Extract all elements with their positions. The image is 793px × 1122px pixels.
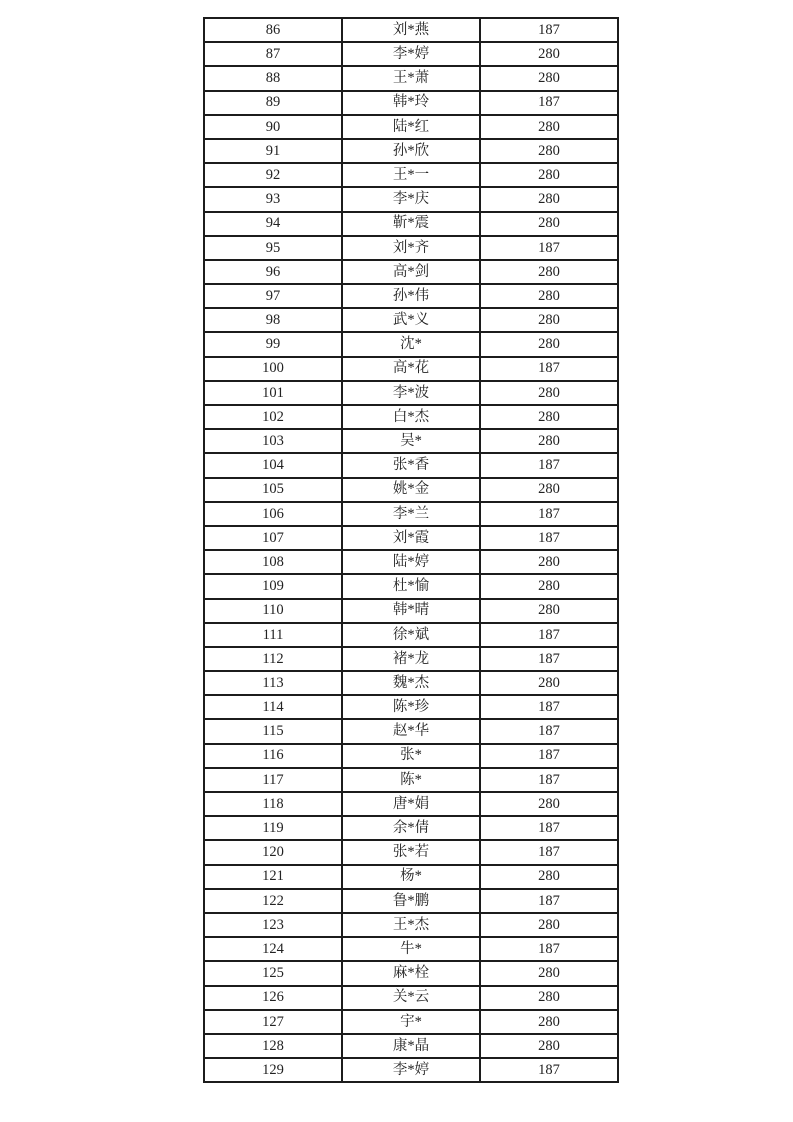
value-cell: 187 <box>480 768 618 792</box>
name-cell: 张* <box>342 744 480 768</box>
table-body <box>204 18 618 1082</box>
table-row <box>204 599 618 623</box>
value-cell: 187 <box>480 647 618 671</box>
value-cell: 187 <box>480 889 618 913</box>
row-number-cell: 87 <box>204 42 342 66</box>
name-cell: 武*义 <box>342 308 480 332</box>
name-cell: 李*庆 <box>342 187 480 211</box>
name-cell: 孙*伟 <box>342 284 480 308</box>
row-number-cell: 100 <box>204 357 342 381</box>
table-row <box>204 502 618 526</box>
row-number-cell: 120 <box>204 840 342 864</box>
row-number-cell: 112 <box>204 647 342 671</box>
table-row <box>204 139 618 163</box>
value-cell: 187 <box>480 18 618 42</box>
name-cell: 牛* <box>342 937 480 961</box>
row-number-cell: 91 <box>204 139 342 163</box>
table-row <box>204 526 618 550</box>
name-cell: 高*剑 <box>342 260 480 284</box>
row-number-cell: 92 <box>204 163 342 187</box>
row-number-cell: 107 <box>204 526 342 550</box>
value-cell: 187 <box>480 719 618 743</box>
row-number-cell: 127 <box>204 1010 342 1034</box>
table-row <box>204 937 618 961</box>
value-cell: 280 <box>480 550 618 574</box>
value-cell: 280 <box>480 429 618 453</box>
table-row <box>204 623 618 647</box>
name-cell: 吴* <box>342 429 480 453</box>
value-cell: 280 <box>480 961 618 985</box>
row-number-cell: 109 <box>204 574 342 598</box>
value-cell: 280 <box>480 1034 618 1058</box>
name-cell: 陈* <box>342 768 480 792</box>
name-cell: 关*云 <box>342 986 480 1010</box>
row-number-cell: 118 <box>204 792 342 816</box>
value-cell: 280 <box>480 986 618 1010</box>
row-number-cell: 121 <box>204 865 342 889</box>
row-number-cell: 89 <box>204 91 342 115</box>
table-row <box>204 405 618 429</box>
name-cell: 麻*栓 <box>342 961 480 985</box>
row-number-cell: 125 <box>204 961 342 985</box>
value-cell: 280 <box>480 139 618 163</box>
row-number-cell: 96 <box>204 260 342 284</box>
value-cell: 280 <box>480 260 618 284</box>
table-row <box>204 284 618 308</box>
table-row <box>204 163 618 187</box>
value-cell: 187 <box>480 357 618 381</box>
name-cell: 杜*愉 <box>342 574 480 598</box>
row-number-cell: 124 <box>204 937 342 961</box>
row-number-cell: 117 <box>204 768 342 792</box>
table-row <box>204 816 618 840</box>
row-number-cell: 110 <box>204 599 342 623</box>
name-cell: 韩*晴 <box>342 599 480 623</box>
value-cell: 187 <box>480 840 618 864</box>
name-cell: 张*若 <box>342 840 480 864</box>
table-row <box>204 744 618 768</box>
row-number-cell: 123 <box>204 913 342 937</box>
table-row <box>204 1034 618 1058</box>
name-cell: 杨* <box>342 865 480 889</box>
value-cell: 280 <box>480 792 618 816</box>
value-cell: 280 <box>480 1010 618 1034</box>
name-cell: 陆*婷 <box>342 550 480 574</box>
table-row <box>204 768 618 792</box>
row-number-cell: 129 <box>204 1058 342 1082</box>
table-row <box>204 42 618 66</box>
row-number-cell: 106 <box>204 502 342 526</box>
table-row <box>204 91 618 115</box>
name-cell: 韩*玲 <box>342 91 480 115</box>
row-number-cell: 126 <box>204 986 342 1010</box>
value-cell: 280 <box>480 308 618 332</box>
table-row <box>204 332 618 356</box>
name-cell: 陆*红 <box>342 115 480 139</box>
table-row <box>204 695 618 719</box>
table-row <box>204 550 618 574</box>
name-cell: 李*兰 <box>342 502 480 526</box>
table-row <box>204 429 618 453</box>
row-number-cell: 98 <box>204 308 342 332</box>
name-cell: 李*婷 <box>342 1058 480 1082</box>
name-cell: 王*一 <box>342 163 480 187</box>
name-cell: 宇* <box>342 1010 480 1034</box>
row-number-cell: 102 <box>204 405 342 429</box>
table-row <box>204 792 618 816</box>
name-cell: 刘*齐 <box>342 236 480 260</box>
name-cell: 白*杰 <box>342 405 480 429</box>
row-number-cell: 116 <box>204 744 342 768</box>
name-cell: 孙*欣 <box>342 139 480 163</box>
table-row <box>204 865 618 889</box>
name-cell: 唐*娟 <box>342 792 480 816</box>
value-cell: 187 <box>480 623 618 647</box>
table-row <box>204 719 618 743</box>
row-number-cell: 88 <box>204 66 342 90</box>
row-number-cell: 128 <box>204 1034 342 1058</box>
value-cell: 187 <box>480 526 618 550</box>
table-row <box>204 115 618 139</box>
row-number-cell: 105 <box>204 478 342 502</box>
value-cell: 280 <box>480 599 618 623</box>
value-cell: 187 <box>480 236 618 260</box>
row-number-cell: 86 <box>204 18 342 42</box>
table-row <box>204 840 618 864</box>
name-cell: 李*婷 <box>342 42 480 66</box>
name-cell: 王*萧 <box>342 66 480 90</box>
name-cell: 姚*金 <box>342 478 480 502</box>
value-cell: 280 <box>480 163 618 187</box>
table-row <box>204 66 618 90</box>
value-cell: 280 <box>480 865 618 889</box>
name-cell: 陈*珍 <box>342 695 480 719</box>
table-row <box>204 453 618 477</box>
value-cell: 280 <box>480 478 618 502</box>
value-cell: 187 <box>480 453 618 477</box>
table-row <box>204 1058 618 1082</box>
row-number-cell: 99 <box>204 332 342 356</box>
value-cell: 187 <box>480 744 618 768</box>
row-number-cell: 95 <box>204 236 342 260</box>
value-cell: 187 <box>480 937 618 961</box>
row-number-cell: 101 <box>204 381 342 405</box>
value-cell: 280 <box>480 66 618 90</box>
value-cell: 280 <box>480 284 618 308</box>
table-row <box>204 478 618 502</box>
name-cell: 沈* <box>342 332 480 356</box>
value-cell: 280 <box>480 913 618 937</box>
row-number-cell: 122 <box>204 889 342 913</box>
table-row <box>204 986 618 1010</box>
table-row <box>204 889 618 913</box>
table-row <box>204 18 618 42</box>
value-cell: 280 <box>480 115 618 139</box>
value-cell: 280 <box>480 187 618 211</box>
name-cell: 魏*杰 <box>342 671 480 695</box>
value-cell: 187 <box>480 91 618 115</box>
roster-table <box>203 17 619 1083</box>
table-row <box>204 961 618 985</box>
row-number-cell: 97 <box>204 284 342 308</box>
value-cell: 187 <box>480 695 618 719</box>
value-cell: 187 <box>480 502 618 526</box>
table-row <box>204 671 618 695</box>
name-cell: 褚*龙 <box>342 647 480 671</box>
table-row <box>204 236 618 260</box>
value-cell: 280 <box>480 671 618 695</box>
value-cell: 280 <box>480 212 618 236</box>
name-cell: 高*花 <box>342 357 480 381</box>
value-cell: 280 <box>480 42 618 66</box>
table-row <box>204 357 618 381</box>
name-cell: 张*香 <box>342 453 480 477</box>
name-cell: 余*倩 <box>342 816 480 840</box>
row-number-cell: 119 <box>204 816 342 840</box>
row-number-cell: 104 <box>204 453 342 477</box>
row-number-cell: 111 <box>204 623 342 647</box>
table-row <box>204 913 618 937</box>
name-cell: 刘*燕 <box>342 18 480 42</box>
name-cell: 鲁*鹏 <box>342 889 480 913</box>
table-row <box>204 381 618 405</box>
name-cell: 王*杰 <box>342 913 480 937</box>
row-number-cell: 108 <box>204 550 342 574</box>
table-row <box>204 1010 618 1034</box>
row-number-cell: 103 <box>204 429 342 453</box>
table-row <box>204 187 618 211</box>
value-cell: 280 <box>480 332 618 356</box>
table-row <box>204 212 618 236</box>
row-number-cell: 114 <box>204 695 342 719</box>
row-number-cell: 93 <box>204 187 342 211</box>
name-cell: 康*晶 <box>342 1034 480 1058</box>
row-number-cell: 94 <box>204 212 342 236</box>
table-row <box>204 260 618 284</box>
name-cell: 靳*震 <box>342 212 480 236</box>
row-number-cell: 113 <box>204 671 342 695</box>
row-number-cell: 90 <box>204 115 342 139</box>
name-cell: 李*波 <box>342 381 480 405</box>
value-cell: 280 <box>480 574 618 598</box>
value-cell: 187 <box>480 816 618 840</box>
row-number-cell: 115 <box>204 719 342 743</box>
name-cell: 徐*斌 <box>342 623 480 647</box>
value-cell: 187 <box>480 1058 618 1082</box>
name-cell: 刘*霞 <box>342 526 480 550</box>
value-cell: 280 <box>480 381 618 405</box>
name-cell: 赵*华 <box>342 719 480 743</box>
table-row <box>204 308 618 332</box>
table-row <box>204 647 618 671</box>
value-cell: 280 <box>480 405 618 429</box>
table-row <box>204 574 618 598</box>
